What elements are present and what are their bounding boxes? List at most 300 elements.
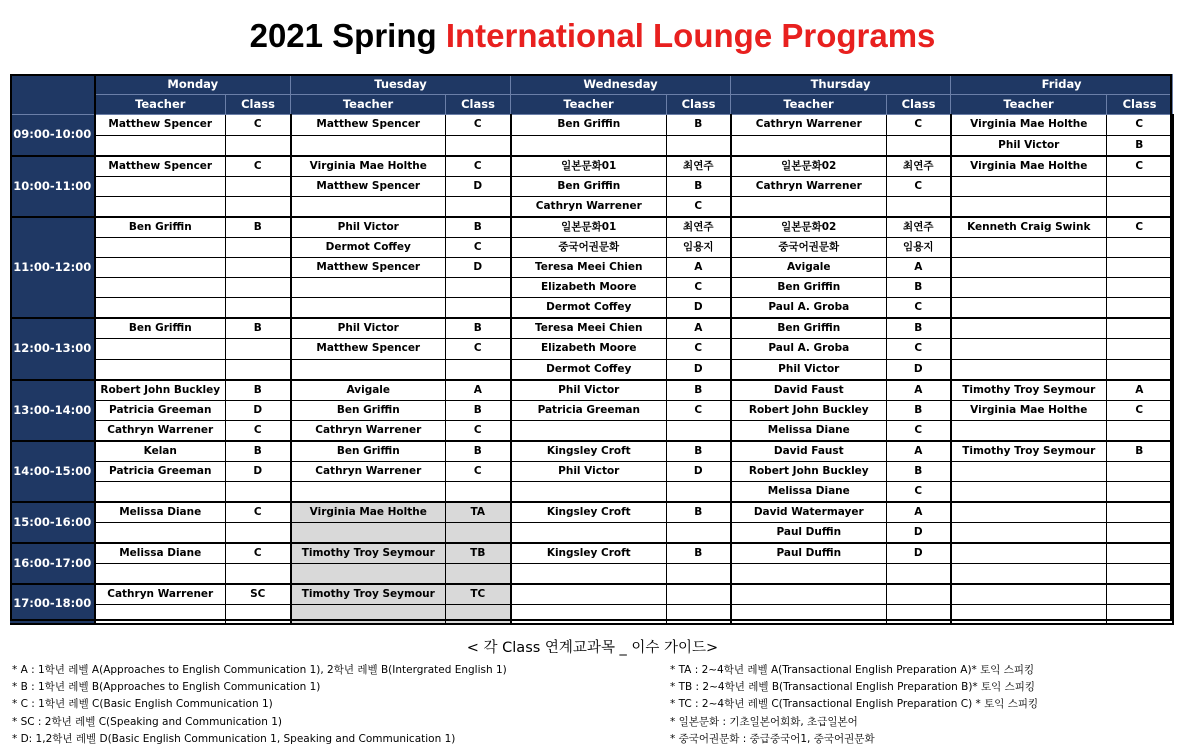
teacher-cell: [95, 278, 226, 298]
class-cell: C: [1107, 156, 1173, 177]
corner-cell: [11, 75, 95, 115]
class-cell: C: [667, 278, 731, 298]
class-cell: [226, 339, 291, 359]
class-cell: [1107, 563, 1173, 583]
class-cell: [1107, 502, 1173, 523]
class-cell: C: [226, 543, 291, 564]
teacher-cell: Robert John Buckley: [731, 461, 887, 481]
teacher-cell: [95, 237, 226, 257]
class-cell: C: [226, 420, 291, 441]
page-title: [0, 16, 1185, 56]
class-cell: [446, 359, 511, 380]
day-header: Wednesday: [511, 75, 731, 95]
teacher-cell: Melissa Diane: [731, 481, 887, 502]
teacher-cell: Timothy Troy Seymour: [291, 543, 446, 564]
teacher-cell: [951, 502, 1107, 523]
teacher-cell: Melissa Diane: [95, 543, 226, 564]
teacher-cell: [951, 461, 1107, 481]
teacher-cell: Cathryn Warrener: [731, 115, 887, 135]
guide-note: * D: 1,2학년 레벨 D(Basic English Communication 1, Speaking and Communication 1): [12, 732, 456, 745]
teacher-header: Teacher: [291, 95, 446, 115]
teacher-cell: Dermot Coffey: [291, 237, 446, 257]
guide-note: * SC : 2학년 레벨 C(Speaking and Communication 1): [12, 715, 282, 728]
table-row: [11, 115, 1173, 135]
class-cell: C: [667, 196, 731, 217]
teacher-header: Teacher: [95, 95, 226, 115]
class-cell: [226, 522, 291, 543]
teacher-cell: Matthew Spencer: [95, 156, 226, 177]
class-cell: C: [226, 115, 291, 135]
teacher-cell: [291, 359, 446, 380]
class-cell: [667, 604, 731, 624]
class-cell: [1107, 481, 1173, 502]
class-cell: [226, 359, 291, 380]
teacher-cell: Teresa Meei Chien: [511, 318, 667, 339]
teacher-cell: Matthew Spencer: [95, 115, 226, 135]
class-cell: A: [887, 380, 951, 401]
guide-note: * TC : 2~4학년 레벨 C(Transactional English Preparation C) * 토익 스피킹: [670, 698, 1039, 711]
class-cell: TA: [446, 502, 511, 523]
subheader-row: [11, 95, 1173, 115]
teacher-cell: Dermot Coffey: [511, 359, 667, 380]
teacher-cell: Timothy Troy Seymour: [291, 584, 446, 605]
class-cell: C: [446, 237, 511, 257]
class-cell: A: [1107, 380, 1173, 401]
class-cell: [1107, 176, 1173, 196]
teacher-cell: Robert John Buckley: [95, 380, 226, 401]
guide-title: < 각 Class 연계교과목 _ 이수 가이드>: [466, 640, 719, 656]
schedule-body: [11, 115, 1173, 624]
class-cell: C: [1107, 400, 1173, 420]
class-cell: [1107, 584, 1173, 605]
teacher-cell: Matthew Spencer: [291, 257, 446, 277]
class-cell: D: [887, 522, 951, 543]
class-cell: [226, 257, 291, 277]
time-slot: 12:00-13:00: [11, 318, 95, 379]
class-cell: [226, 196, 291, 217]
time-slot: 13:00-14:00: [11, 380, 95, 441]
teacher-cell: Kingsley Croft: [511, 543, 667, 564]
class-header: Class: [1107, 95, 1173, 115]
teacher-cell: 일본문화02: [731, 217, 887, 238]
class-cell: C: [446, 156, 511, 177]
teacher-cell: [511, 584, 667, 605]
teacher-cell: Ben Griffin: [731, 318, 887, 339]
teacher-cell: [951, 257, 1107, 277]
table-row: [11, 217, 1173, 238]
teacher-cell: [951, 196, 1107, 217]
teacher-cell: Virginia Mae Holthe: [951, 400, 1107, 420]
table-row: [11, 522, 1173, 543]
teacher-cell: Matthew Spencer: [291, 176, 446, 196]
class-cell: [887, 196, 951, 217]
table-row: [11, 298, 1173, 319]
class-cell: [446, 135, 511, 156]
class-cell: B: [446, 217, 511, 238]
class-header: Class: [446, 95, 511, 115]
class-cell: B: [446, 400, 511, 420]
teacher-cell: Teresa Meei Chien: [511, 257, 667, 277]
class-cell: TC: [446, 584, 511, 605]
class-cell: B: [667, 502, 731, 523]
teacher-cell: [731, 196, 887, 217]
class-cell: B: [887, 461, 951, 481]
class-cell: [446, 481, 511, 502]
teacher-cell: [95, 481, 226, 502]
class-cell: TB: [446, 543, 511, 564]
class-cell: B: [446, 441, 511, 462]
class-cell: [667, 522, 731, 543]
class-cell: C: [446, 339, 511, 359]
teacher-cell: Timothy Troy Seymour: [951, 380, 1107, 401]
class-header: Class: [667, 95, 731, 115]
class-cell: [1107, 257, 1173, 277]
teacher-cell: Cathryn Warrener: [731, 176, 887, 196]
table-row: [11, 481, 1173, 502]
class-cell: [1107, 196, 1173, 217]
class-cell: B: [226, 441, 291, 462]
class-cell: [887, 604, 951, 624]
class-cell: [1107, 237, 1173, 257]
teacher-cell: [951, 176, 1107, 196]
teacher-cell: [951, 563, 1107, 583]
teacher-cell: Virginia Mae Holthe: [291, 502, 446, 523]
teacher-cell: [511, 604, 667, 624]
teacher-cell: Avigale: [291, 380, 446, 401]
teacher-cell: Ben Griffin: [511, 115, 667, 135]
class-cell: B: [667, 115, 731, 135]
table-row: [11, 278, 1173, 298]
table-row: [11, 135, 1173, 156]
teacher-cell: Melissa Diane: [95, 502, 226, 523]
class-cell: [446, 196, 511, 217]
teacher-cell: Paul A. Groba: [731, 298, 887, 319]
teacher-cell: Cathryn Warrener: [511, 196, 667, 217]
class-cell: [887, 584, 951, 605]
table-row: [11, 563, 1173, 583]
guide-note: * 중국어권문화 : 중급중국어1, 중국어권문화: [670, 732, 875, 745]
teacher-cell: David Watermayer: [731, 502, 887, 523]
teacher-cell: Avigale: [731, 257, 887, 277]
teacher-cell: [95, 604, 226, 624]
class-cell: 최연주: [887, 217, 951, 238]
class-cell: B: [226, 318, 291, 339]
class-cell: A: [667, 318, 731, 339]
class-cell: D: [226, 400, 291, 420]
class-cell: [446, 278, 511, 298]
class-cell: C: [226, 156, 291, 177]
teacher-cell: Kelan: [95, 441, 226, 462]
table-row: [11, 196, 1173, 217]
teacher-cell: Virginia Mae Holthe: [291, 156, 446, 177]
teacher-cell: Patricia Greeman: [95, 461, 226, 481]
class-cell: C: [667, 339, 731, 359]
class-cell: [1107, 339, 1173, 359]
guide-notes-right: [670, 662, 1038, 748]
class-cell: D: [667, 359, 731, 380]
teacher-cell: Cathryn Warrener: [291, 461, 446, 481]
time-slot: 17:00-18:00: [11, 584, 95, 625]
teacher-cell: [511, 522, 667, 543]
table-row: [11, 441, 1173, 462]
teacher-cell: Phil Victor: [291, 318, 446, 339]
teacher-cell: [291, 563, 446, 583]
teacher-cell: Matthew Spencer: [291, 115, 446, 135]
time-slot: 09:00-10:00: [11, 115, 95, 156]
teacher-cell: [951, 584, 1107, 605]
class-cell: B: [887, 400, 951, 420]
class-cell: C: [1107, 217, 1173, 238]
guide-note: * TA : 2~4학년 레벨 A(Transactional English Preparation A)* 토익 스피킹: [670, 664, 1035, 676]
teacher-cell: [95, 563, 226, 583]
class-cell: C: [667, 400, 731, 420]
class-cell: C: [887, 420, 951, 441]
teacher-cell: [291, 135, 446, 156]
teacher-cell: Paul Duffin: [731, 543, 887, 564]
class-cell: [226, 176, 291, 196]
teacher-cell: [291, 481, 446, 502]
teacher-cell: 일본문화01: [511, 217, 667, 238]
class-header: Class: [226, 95, 291, 115]
teacher-cell: Elizabeth Moore: [511, 278, 667, 298]
teacher-cell: [95, 339, 226, 359]
table-row: [11, 339, 1173, 359]
class-cell: [1107, 359, 1173, 380]
class-cell: [1107, 278, 1173, 298]
teacher-cell: David Faust: [731, 380, 887, 401]
teacher-cell: Phil Victor: [511, 461, 667, 481]
class-cell: [667, 420, 731, 441]
table-row: [11, 156, 1173, 177]
teacher-cell: Kenneth Craig Swink: [951, 217, 1107, 238]
guide-note: * A : 1학년 레벨 A(Approaches to English Communication 1), 2학년 레벨 B(Intergrated English 1): [12, 664, 507, 676]
teacher-cell: [951, 298, 1107, 319]
teacher-cell: Paul A. Groba: [731, 339, 887, 359]
teacher-cell: Patricia Greeman: [95, 400, 226, 420]
class-cell: B: [887, 318, 951, 339]
teacher-cell: Ben Griffin: [95, 217, 226, 238]
guide-note: * B : 1학년 레벨 B(Approaches to English Communication 1): [12, 681, 321, 694]
class-cell: [446, 522, 511, 543]
guide-notes-left: [12, 662, 507, 748]
class-cell: B: [1107, 135, 1173, 156]
teacher-cell: 일본문화02: [731, 156, 887, 177]
class-cell: [226, 604, 291, 624]
teacher-cell: Kingsley Croft: [511, 441, 667, 462]
teacher-header: Teacher: [951, 95, 1107, 115]
class-cell: B: [887, 278, 951, 298]
class-cell: [226, 563, 291, 583]
table-row: [11, 502, 1173, 523]
table-row: [11, 604, 1173, 624]
class-cell: [667, 584, 731, 605]
class-cell: B: [1107, 441, 1173, 462]
teacher-cell: [511, 135, 667, 156]
class-cell: [667, 481, 731, 502]
day-header-row: [11, 75, 1173, 95]
class-cell: [1107, 543, 1173, 564]
table-row: [11, 257, 1173, 277]
class-cell: 최연주: [667, 217, 731, 238]
teacher-cell: Robert John Buckley: [731, 400, 887, 420]
teacher-cell: Matthew Spencer: [291, 339, 446, 359]
table-row: [11, 359, 1173, 380]
class-cell: A: [887, 502, 951, 523]
time-slot: 16:00-17:00: [11, 543, 95, 584]
time-slot: 10:00-11:00: [11, 156, 95, 217]
time-slot: 11:00-12:00: [11, 217, 95, 319]
class-cell: D: [887, 543, 951, 564]
class-cell: D: [667, 461, 731, 481]
title-program: International Lounge Programs: [445, 17, 936, 54]
class-cell: D: [446, 176, 511, 196]
teacher-cell: Timothy Troy Seymour: [951, 441, 1107, 462]
teacher-cell: Ben Griffin: [95, 318, 226, 339]
class-cell: [1107, 420, 1173, 441]
teacher-cell: [951, 278, 1107, 298]
teacher-cell: Cathryn Warrener: [95, 584, 226, 605]
teacher-cell: Ben Griffin: [291, 441, 446, 462]
class-cell: C: [446, 461, 511, 481]
teacher-cell: [951, 522, 1107, 543]
teacher-cell: [95, 257, 226, 277]
teacher-cell: Ben Griffin: [731, 278, 887, 298]
teacher-cell: [95, 196, 226, 217]
teacher-cell: [951, 420, 1107, 441]
class-cell: C: [446, 420, 511, 441]
class-cell: [226, 481, 291, 502]
class-cell: C: [226, 502, 291, 523]
teacher-cell: 일본문화01: [511, 156, 667, 177]
teacher-cell: Dermot Coffey: [511, 298, 667, 319]
teacher-cell: [951, 543, 1107, 564]
class-cell: 최연주: [667, 156, 731, 177]
teacher-cell: Paul Duffin: [731, 522, 887, 543]
class-cell: 최연주: [887, 156, 951, 177]
table-row: [11, 400, 1173, 420]
class-cell: B: [226, 217, 291, 238]
teacher-cell: [951, 604, 1107, 624]
teacher-cell: [731, 604, 887, 624]
teacher-cell: [95, 176, 226, 196]
table-row: [11, 318, 1173, 339]
class-cell: [667, 135, 731, 156]
class-cell: B: [226, 380, 291, 401]
guide-note: * TB : 2~4학년 레벨 B(Transactional English Preparation B)* 토익 스피킹: [670, 681, 1036, 694]
teacher-cell: Virginia Mae Holthe: [951, 156, 1107, 177]
class-cell: C: [887, 176, 951, 196]
class-cell: C: [446, 115, 511, 135]
day-header: Thursday: [731, 75, 951, 95]
class-cell: B: [446, 318, 511, 339]
table-row: [11, 420, 1173, 441]
teacher-cell: [951, 481, 1107, 502]
class-header: Class: [887, 95, 951, 115]
class-cell: D: [226, 461, 291, 481]
class-cell: [887, 563, 951, 583]
teacher-cell: 중국어권문화: [731, 237, 887, 257]
table-row: [11, 380, 1173, 401]
teacher-cell: [951, 237, 1107, 257]
class-cell: B: [667, 176, 731, 196]
teacher-cell: [951, 359, 1107, 380]
teacher-cell: Kingsley Croft: [511, 502, 667, 523]
day-header: Tuesday: [291, 75, 511, 95]
class-cell: [446, 563, 511, 583]
teacher-cell: Cathryn Warrener: [95, 420, 226, 441]
class-cell: C: [887, 298, 951, 319]
teacher-cell: Phil Victor: [511, 380, 667, 401]
schedule-table: [10, 74, 1174, 625]
class-cell: [446, 298, 511, 319]
class-cell: D: [887, 359, 951, 380]
class-cell: [1107, 298, 1173, 319]
day-header: Friday: [951, 75, 1173, 95]
class-cell: [887, 135, 951, 156]
teacher-cell: [731, 563, 887, 583]
class-cell: [226, 298, 291, 319]
class-cell: [226, 135, 291, 156]
table-row: [11, 461, 1173, 481]
guide-note: * C : 1학년 레벨 C(Basic English Communication 1): [12, 698, 273, 711]
class-cell: [1107, 604, 1173, 624]
class-cell: 임용지: [887, 237, 951, 257]
teacher-cell: Virginia Mae Holthe: [951, 115, 1107, 135]
class-cell: SC: [226, 584, 291, 605]
class-cell: C: [887, 481, 951, 502]
teacher-cell: [95, 298, 226, 319]
teacher-cell: [951, 318, 1107, 339]
teacher-cell: [95, 359, 226, 380]
class-cell: [667, 563, 731, 583]
class-cell: A: [446, 380, 511, 401]
teacher-cell: [95, 522, 226, 543]
class-cell: C: [887, 115, 951, 135]
table-row: [11, 176, 1173, 196]
class-cell: [1107, 318, 1173, 339]
class-cell: B: [667, 380, 731, 401]
class-cell: [226, 237, 291, 257]
teacher-cell: Cathryn Warrener: [291, 420, 446, 441]
class-cell: D: [667, 298, 731, 319]
teacher-cell: Patricia Greeman: [511, 400, 667, 420]
teacher-header: Teacher: [731, 95, 887, 115]
teacher-cell: [291, 196, 446, 217]
day-header: Monday: [95, 75, 291, 95]
teacher-cell: Ben Griffin: [511, 176, 667, 196]
teacher-cell: [511, 481, 667, 502]
teacher-cell: Ben Griffin: [291, 400, 446, 420]
teacher-cell: [291, 298, 446, 319]
table-row: [11, 543, 1173, 564]
class-cell: D: [446, 257, 511, 277]
teacher-cell: [731, 135, 887, 156]
title-year: 2021 Spring: [249, 17, 437, 54]
teacher-cell: [511, 420, 667, 441]
teacher-cell: David Faust: [731, 441, 887, 462]
class-cell: [446, 604, 511, 624]
teacher-cell: [731, 584, 887, 605]
class-cell: B: [667, 441, 731, 462]
class-cell: C: [1107, 115, 1173, 135]
teacher-cell: Phil Victor: [291, 217, 446, 238]
teacher-cell: [291, 522, 446, 543]
class-cell: [1107, 461, 1173, 481]
class-cell: C: [887, 339, 951, 359]
teacher-header: Teacher: [511, 95, 667, 115]
table-row: [11, 237, 1173, 257]
class-cell: A: [887, 257, 951, 277]
